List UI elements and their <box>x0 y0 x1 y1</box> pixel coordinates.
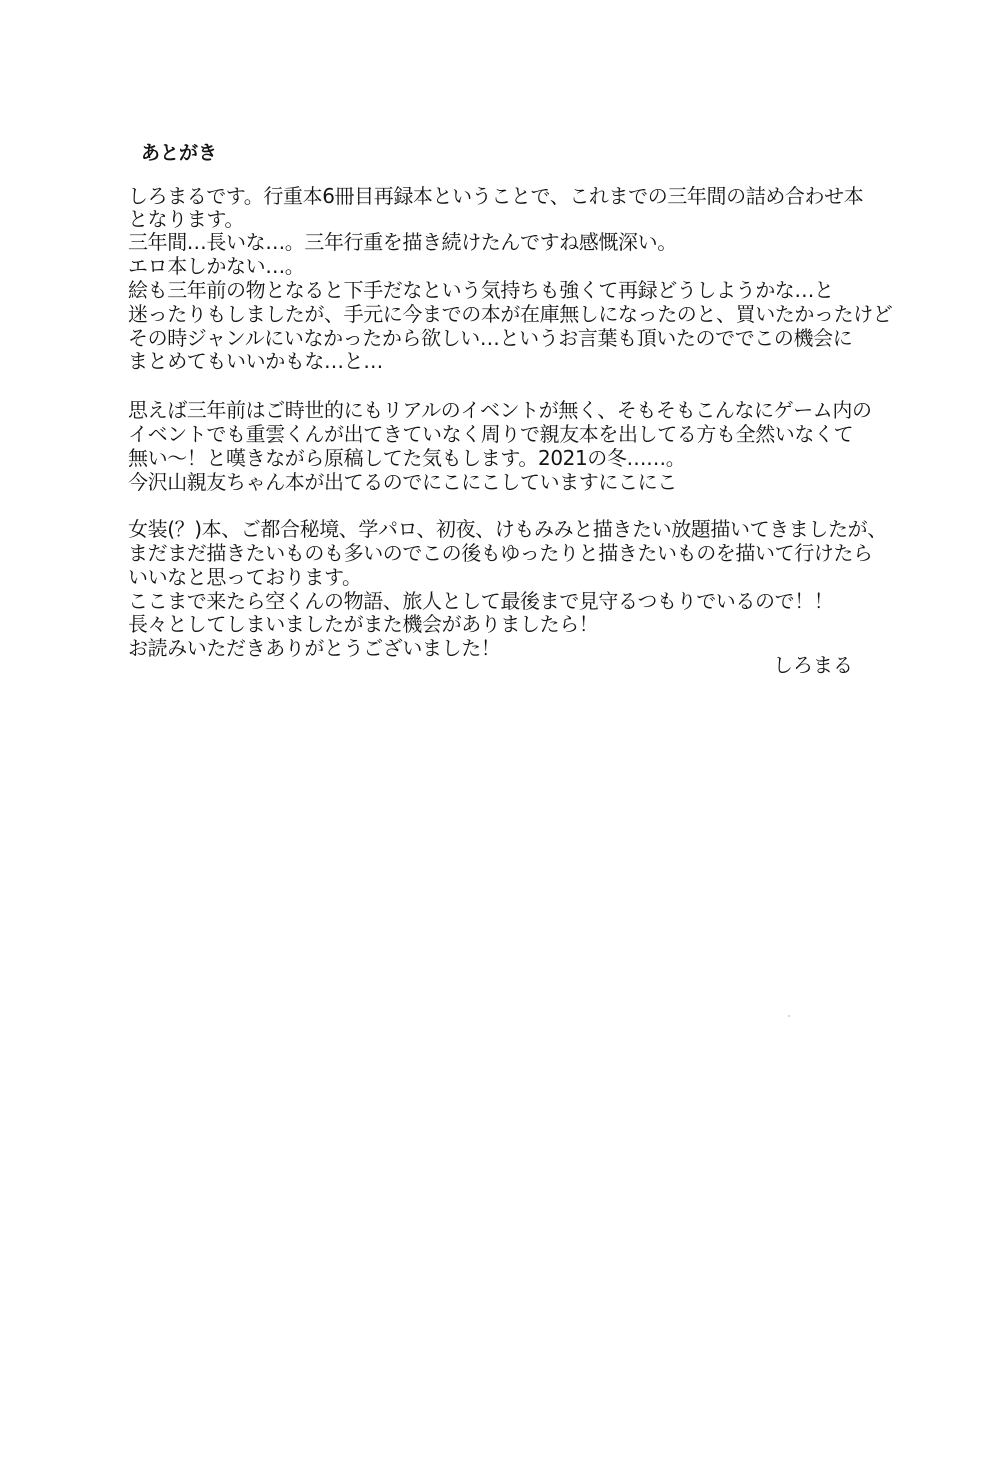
afterword-line: となります。 <box>128 207 244 231</box>
afterword-line: まだまだ描きたいものも多いのでこの後もゆったりと描きたいものを描いて行けたら <box>128 541 873 565</box>
afterword-line: 思えば三年前はご時世的にもリアルのイベントが無く、そもそもこんなにゲーム内の <box>128 398 872 422</box>
afterword-line: お読みいただきありがとうございました！ <box>128 636 501 660</box>
afterword-line: まとめてもいいかもな…と… <box>128 349 383 373</box>
afterword-line: 女装(？)本、ご都合秘境、学パロ、初夜、けもみみと描きたい放題描いてきましたが、 <box>128 517 887 541</box>
afterword-line: 今沢山親友ちゃん本が出てるのでにこにこしていますにこにこ <box>128 470 677 494</box>
afterword-line: 絵も三年前の物となると下手だなという気持ちも強くて再録どうしようかな…と <box>128 278 834 302</box>
author-signature: しろまる <box>773 653 853 677</box>
afterword-line: その時ジャンルにいなかったから欲しい…というお言葉も頂いたのででこの機会に <box>128 326 853 350</box>
paper-speck <box>788 1015 790 1017</box>
afterword-line: 長々としてしまいましたがまた機会がありましたら！ <box>128 612 599 636</box>
afterword-line: しろまるです。行重本6冊目再録本ということで、これまでの三年間の詰め合わせ本 <box>128 184 864 208</box>
afterword-line: イベントでも重雲くんが出てきていなく周りで親友本を出してる方も全然いなくて <box>128 422 854 446</box>
afterword-title: あとがき <box>141 142 218 164</box>
afterword-line: ここまで来たら空くんの物語、旅人として最後まで見守るつもりでいるので！！ <box>128 589 834 613</box>
afterword-line: 無い～！と嘆きながら原稿してた気もします。2021の冬……。 <box>128 446 686 470</box>
afterword-line: 迷ったりもしましたが、手元に今までの本が在庫無しになったのと、買いたかったけど <box>128 302 893 326</box>
afterword-line: 三年間…長いな…。三年行重を描き続けたんですね感慨深い。 <box>128 230 677 254</box>
afterword-line: エロ本しかない…。 <box>128 254 305 278</box>
afterword-line: いいなと思っております。 <box>128 565 362 589</box>
